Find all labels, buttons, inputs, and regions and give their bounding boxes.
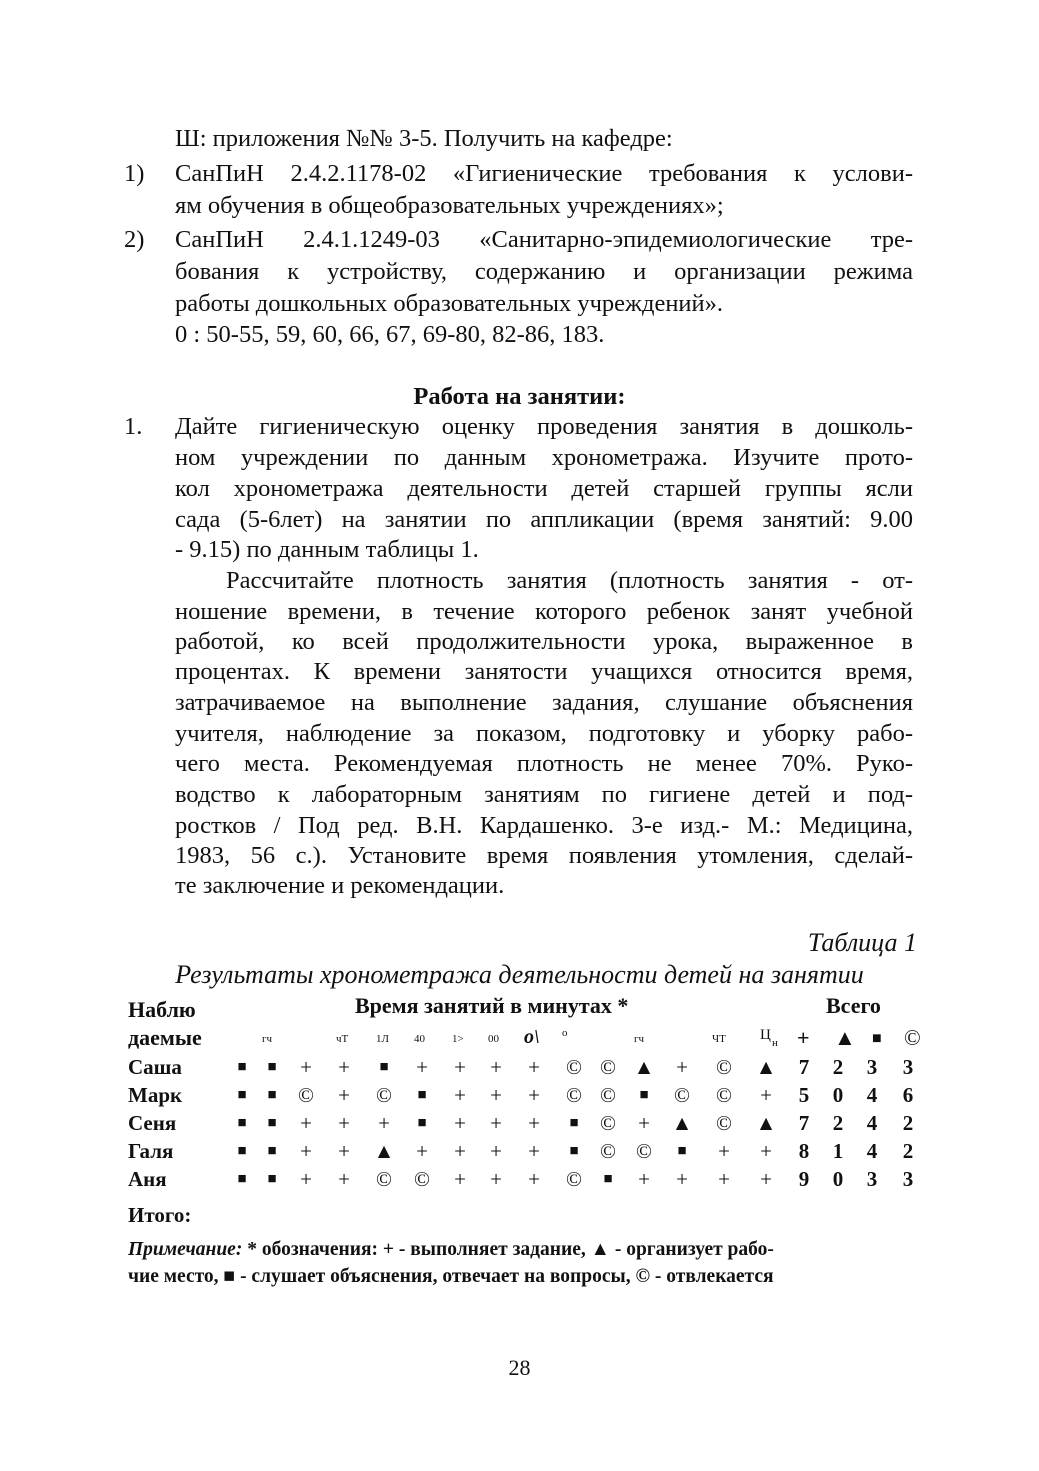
total-cell: 6: [902, 1083, 914, 1107]
text-line: те заключение и рекомендации.: [175, 872, 505, 899]
text-line: водство к лабораторным занятиям по гигиене детей и под-: [175, 781, 913, 808]
text-line: ном учреждении по данным хронометража. Изучите прото-: [175, 444, 913, 471]
total-cell: 0: [832, 1083, 844, 1107]
table-cell: ■: [417, 1087, 427, 1103]
total-cell: 2: [832, 1055, 844, 1079]
list-number: 2): [124, 226, 145, 253]
table-cell: ©: [674, 1083, 690, 1107]
table-cell: ■: [237, 1059, 247, 1075]
subheader: гч: [262, 1033, 273, 1045]
header-observed: Наблю: [128, 997, 196, 1022]
header-time: Время занятий в минутах *: [355, 993, 629, 1018]
table-cell: ▲: [633, 1055, 655, 1079]
row-label: Аня: [128, 1167, 167, 1191]
table-cell: ©: [414, 1167, 430, 1191]
table-cell: +: [528, 1083, 540, 1107]
total-cell: 4: [866, 1139, 878, 1163]
text-line: СанПиН 2.4.2.1178-02 «Гигиенические требования к услови-: [175, 160, 913, 187]
table-cell: +: [760, 1167, 772, 1191]
table-cell: ▲: [755, 1055, 777, 1079]
total-cell: 4: [866, 1083, 878, 1107]
table-cell: ▲: [755, 1111, 777, 1135]
text-line: работы дошкольных образовательных учреждений».: [175, 290, 724, 317]
total-cell: 9: [798, 1167, 810, 1191]
table-cell: +: [338, 1083, 350, 1107]
text-line: чего места. Рекомендуемая плотность не менее 70%. Руко-: [175, 750, 913, 777]
table-cell: +: [378, 1111, 390, 1135]
text-line: ростков / Под ред. В.Н. Кардашенко. 3-е изд.- М.: Медицина,: [175, 812, 913, 839]
table-cell: ©: [600, 1139, 616, 1163]
row-label: Сеня: [128, 1111, 177, 1135]
table-cell: ©: [298, 1083, 314, 1107]
legend-copyright: ©: [904, 1025, 921, 1050]
total-cell: 3: [902, 1167, 914, 1191]
table-cell: ■: [603, 1171, 613, 1187]
table-cell: ©: [716, 1055, 732, 1079]
header-observed-cont: даемые: [128, 1025, 202, 1050]
table-cell: ©: [600, 1111, 616, 1135]
table-cell: ©: [600, 1083, 616, 1107]
table-cell: ■: [379, 1059, 389, 1075]
table-cell: ©: [566, 1167, 582, 1191]
table-cell: +: [490, 1055, 502, 1079]
table-title: Результаты хронометража деятельности детей на занятии: [175, 960, 864, 989]
table-cell: +: [760, 1083, 772, 1107]
table-cell: +: [638, 1111, 650, 1135]
legend-triangle: ▲: [834, 1025, 856, 1050]
row-label: Марк: [128, 1083, 183, 1107]
table-cell: +: [300, 1139, 312, 1163]
text-line: работой, ко всей продолжительности урока, выраженное в: [175, 628, 913, 655]
table-cell: ▲: [671, 1111, 693, 1135]
subheader: чТ: [336, 1033, 349, 1045]
subheader: Ц: [760, 1027, 771, 1043]
subheader: ЧТ: [712, 1033, 726, 1045]
table-cell: +: [676, 1167, 688, 1191]
row-label: Галя: [128, 1139, 174, 1163]
total-cell: 2: [902, 1139, 914, 1163]
subheader: 40: [414, 1033, 425, 1045]
list-number: 1.: [124, 413, 143, 440]
table-cell: ©: [600, 1055, 616, 1079]
text-line: Рассчитайте плотность занятия (плотность занятия - от-: [226, 567, 913, 594]
subheader: о: [562, 1027, 568, 1039]
total-cell: 5: [798, 1083, 810, 1107]
table-cell: ■: [267, 1143, 277, 1159]
table-cell: +: [300, 1055, 312, 1079]
total-cell: 2: [902, 1111, 914, 1135]
text-line: СанПиН 2.4.1.1249-03 «Санитарно-эпидемиологические тре-: [175, 226, 913, 253]
table-cell: +: [528, 1139, 540, 1163]
total-cell: 3: [902, 1055, 914, 1079]
table-cell: ■: [267, 1171, 277, 1187]
row-label: Саша: [128, 1055, 182, 1079]
text-line: 1983, 56 с.). Установите время появления утомления, сделай-: [175, 842, 913, 869]
header-total: Всего: [826, 993, 881, 1018]
total-cell: 3: [866, 1055, 878, 1079]
table-cell: +: [676, 1055, 688, 1079]
table-cell: ■: [237, 1143, 247, 1159]
text-line: ям обучения в общеобразовательных учреждениях»;: [175, 192, 724, 219]
total-cell: 7: [798, 1111, 810, 1135]
table-cell: +: [490, 1139, 502, 1163]
table-cell: +: [416, 1055, 428, 1079]
subheader: 00: [488, 1033, 499, 1045]
text-line: Дайте гигиеническую оценку проведения занятия в дошколь-: [175, 413, 913, 440]
table-cell: ■: [237, 1171, 247, 1187]
table-cell: ©: [376, 1167, 392, 1191]
table-cell: ■: [417, 1115, 427, 1131]
table-cell: +: [454, 1083, 466, 1107]
text-line: ношение времени, в течение которого ребенок занят учебной: [175, 598, 913, 625]
text-line: 0 : 50-55, 59, 60, 66, 67, 69-80, 82-86, 183.: [175, 321, 605, 348]
table-cell: +: [528, 1167, 540, 1191]
table-cell: +: [528, 1111, 540, 1135]
subheader: о\: [524, 1026, 540, 1048]
table-cell: +: [718, 1167, 730, 1191]
text-line: затрачиваемое на выполнение задания, слушание объяснения: [175, 689, 913, 716]
total-cell: 7: [798, 1055, 810, 1079]
total-cell: 2: [832, 1111, 844, 1135]
table-cell: +: [760, 1139, 772, 1163]
text-line: сада (5-6лет) на занятии по аппликации (время занятий: 9.00: [175, 506, 913, 533]
table-cell: +: [416, 1139, 428, 1163]
table-cell: ▲: [373, 1139, 395, 1163]
table-cell: ■: [237, 1087, 247, 1103]
table-cell: ©: [376, 1083, 392, 1107]
table-cell: ■: [237, 1115, 247, 1131]
table-cell: ■: [569, 1115, 579, 1131]
table-cell: ■: [267, 1059, 277, 1075]
table-cell: +: [454, 1055, 466, 1079]
table-cell: ©: [566, 1055, 582, 1079]
table-cell: +: [490, 1111, 502, 1135]
table-note-line2: чие место, ■ - слушает объяснения, отвечает на вопросы, © - отвлекается: [128, 1266, 774, 1287]
table-cell: +: [490, 1167, 502, 1191]
total-cell: 8: [798, 1139, 810, 1163]
table-cell: +: [338, 1139, 350, 1163]
text-line: учителя, наблюдение за показом, подготовку и уборку рабо-: [175, 720, 913, 747]
subheader: 1>: [452, 1033, 464, 1045]
subheader: 1Л: [376, 1033, 389, 1045]
total-cell: 1: [832, 1139, 844, 1163]
table-cell: ■: [639, 1087, 649, 1103]
legend-square: ■: [872, 1030, 882, 1047]
subheader: гч: [634, 1033, 645, 1045]
total-cell: 4: [866, 1111, 878, 1135]
text-line: процентах. К времени занятости учащихся относится время,: [175, 658, 913, 685]
table-cell: ©: [566, 1083, 582, 1107]
table-cell: +: [490, 1083, 502, 1107]
list-number: 1): [124, 160, 145, 187]
table-cell: +: [718, 1139, 730, 1163]
table-caption: Таблица 1: [807, 928, 917, 957]
table-cell: +: [454, 1111, 466, 1135]
table-cell: +: [528, 1055, 540, 1079]
table-note-line1: [128, 1236, 913, 1263]
table-cell: ■: [267, 1087, 277, 1103]
subheader: н: [772, 1037, 778, 1049]
note-label: Примечание:: [128, 1239, 243, 1260]
legend-plus: +: [797, 1025, 810, 1050]
table-cell: +: [638, 1167, 650, 1191]
table-cell: ■: [569, 1143, 579, 1159]
total-cell: 0: [832, 1167, 844, 1191]
table-cell: +: [300, 1167, 312, 1191]
total-cell: 3: [866, 1167, 878, 1191]
table-cell: +: [300, 1111, 312, 1135]
table-cell: +: [338, 1055, 350, 1079]
text-line: Ш: приложения №№ 3-5. Получить на кафедре:: [175, 125, 673, 152]
table-cell: ©: [716, 1111, 732, 1135]
table-cell: +: [454, 1167, 466, 1191]
table-cell: +: [338, 1111, 350, 1135]
note-text: * обозначения: + - выполняет задание, ▲ - организует рабо-: [247, 1239, 774, 1260]
table-cell: +: [338, 1167, 350, 1191]
table-total-label: Итого:: [128, 1203, 192, 1227]
section-heading: Работа на занятии:: [413, 383, 626, 410]
table-cell: ©: [636, 1139, 652, 1163]
table-cell: ■: [677, 1143, 687, 1159]
table-cell: +: [454, 1139, 466, 1163]
text-line: бования к устройству, содержанию и организации режима: [175, 258, 913, 285]
text-line: кол хронометража деятельности детей старшей группы ясли: [175, 475, 913, 502]
page-number: 28: [508, 1355, 531, 1380]
text-line: - 9.15) по данным таблицы 1.: [175, 536, 479, 563]
table-cell: ©: [716, 1083, 732, 1107]
table-cell: ■: [267, 1115, 277, 1131]
